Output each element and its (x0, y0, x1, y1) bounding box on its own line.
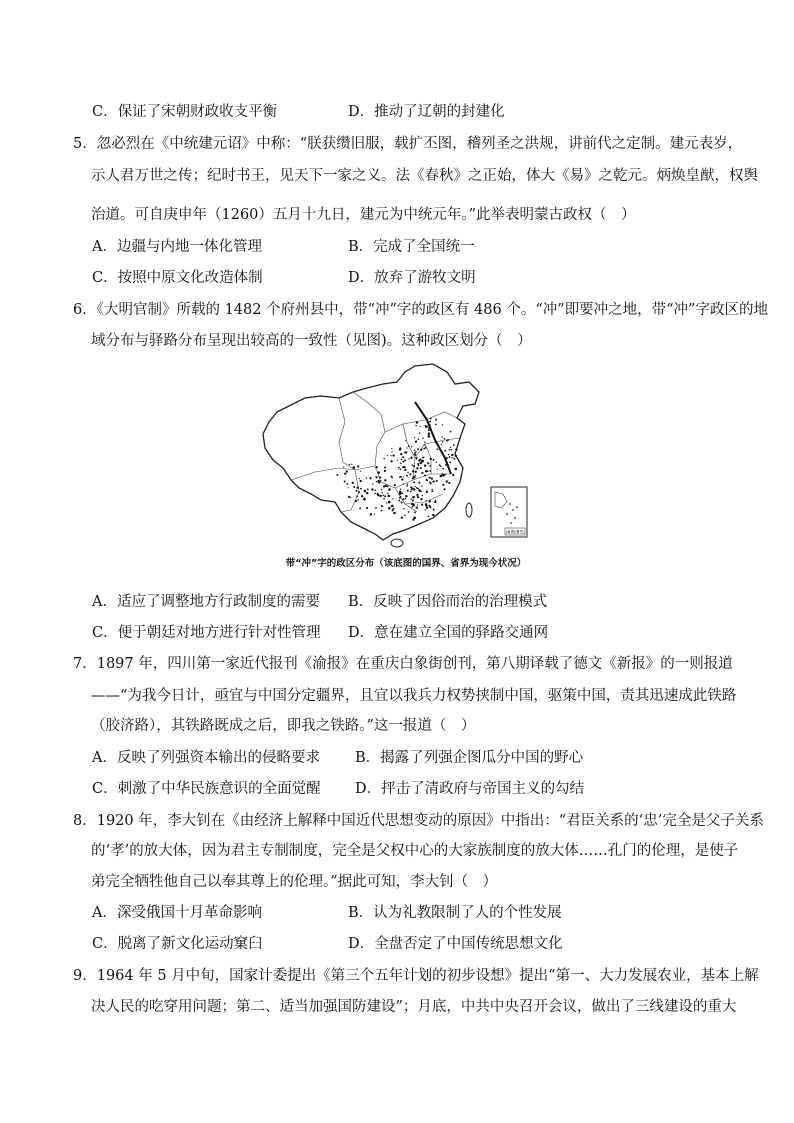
district-dot (353, 486, 355, 488)
district-dot (415, 475, 416, 476)
district-dot (421, 486, 422, 487)
q8-option-b: B．认为礼教限制了人的个性发展 (348, 905, 562, 921)
district-dot (366, 492, 368, 494)
district-dot (408, 445, 410, 447)
q5-option-d: D．放弃了游牧文明 (348, 270, 476, 286)
q6-stem-line2: 域分布与驿路分布呈现出较高的一致性（见图)。这种政区划分（ ） (91, 333, 532, 349)
district-dot (392, 498, 393, 499)
hainan-island (391, 539, 403, 547)
district-dot (436, 461, 437, 462)
district-dot (432, 514, 434, 516)
district-dot (433, 508, 434, 509)
district-dot (453, 444, 455, 446)
district-dot (372, 483, 373, 484)
district-dot (401, 516, 403, 518)
district-dot (429, 465, 431, 467)
district-dot (453, 458, 455, 460)
district-dot (420, 467, 422, 469)
district-dot (398, 467, 400, 469)
q4-option-c: C．保证了宋朝财政收支平衡 (92, 104, 278, 120)
district-dot (430, 418, 432, 420)
q6-option-c: C．便于朝廷对地方进行针对性管理 (92, 625, 321, 641)
district-dot (391, 448, 392, 449)
district-dot (449, 456, 451, 458)
district-dot (364, 491, 365, 492)
district-dot (413, 476, 416, 479)
district-dot (402, 461, 404, 463)
district-dot (429, 477, 431, 479)
district-dot (413, 481, 415, 483)
district-dot (394, 484, 396, 486)
district-dot (431, 489, 432, 490)
district-dot (417, 448, 419, 450)
district-dot (428, 433, 431, 436)
district-dot (384, 470, 386, 472)
district-dot (423, 448, 425, 450)
district-dot (440, 466, 441, 467)
district-dot (450, 449, 452, 451)
district-dot (414, 437, 415, 438)
district-dot (449, 449, 450, 450)
q7-stem-line1: 7．1897 年，四川第一家近代报刊《渝报》在重庆白象街创刊，第八期译载了德文《新报》的一则报道 (73, 656, 733, 672)
district-dot (391, 451, 392, 452)
district-dot (381, 505, 383, 507)
taiwan-island (466, 503, 472, 517)
district-dot (412, 500, 414, 502)
district-dot (364, 497, 365, 498)
q7-stem-line3: （胶济路），其铁路既成之后，即我之铁路。”这一报道（ ） (91, 718, 476, 734)
district-dot (446, 480, 448, 482)
district-dot (392, 454, 394, 456)
district-dot (439, 464, 441, 466)
district-dot (419, 433, 420, 434)
district-dot (392, 477, 393, 478)
district-dot (381, 489, 382, 490)
q8-option-a: A．深受俄国十月革命影响 (92, 905, 262, 921)
district-dot (386, 485, 388, 487)
district-dot (405, 498, 406, 499)
district-dot (401, 458, 403, 460)
district-dot (452, 454, 453, 455)
q8-option-d: D．全盘否定了中国传统思想文化 (348, 936, 563, 952)
q5-stem-line1: 5．忽必烈在《中统建元诏》中称：“朕获缵旧服，载扩丕图，稽列圣之洪规，讲前代之定制。建元表岁， (73, 136, 743, 152)
district-dot (442, 441, 444, 443)
district-dot (387, 455, 388, 456)
q6-option-b: B．反映了因俗而治的治理模式 (348, 594, 548, 610)
district-dot (387, 493, 388, 494)
district-dot (425, 425, 428, 428)
district-dot (380, 480, 382, 482)
district-dot (453, 475, 455, 477)
district-dot (336, 474, 338, 476)
district-dot (355, 500, 357, 502)
district-dot (420, 491, 421, 492)
district-dot (406, 447, 407, 448)
district-dot (436, 449, 438, 451)
district-dot (436, 480, 438, 482)
district-dot (441, 444, 442, 445)
district-dot (401, 492, 403, 494)
china-map (255, 362, 555, 552)
district-dot (416, 421, 418, 423)
district-dot (433, 510, 435, 512)
district-dot (399, 497, 401, 499)
district-dot (426, 500, 427, 501)
district-dot (435, 424, 437, 426)
district-dot (402, 498, 404, 500)
district-dot (424, 474, 426, 476)
district-dot (404, 514, 406, 516)
district-dot (429, 500, 431, 502)
district-dot (403, 476, 404, 477)
district-dot (400, 489, 401, 490)
district-dot (406, 475, 408, 477)
q7-option-d: D．抨击了清政府与帝国主义的勾结 (355, 781, 585, 797)
district-dot (447, 439, 449, 441)
district-dot (455, 448, 457, 450)
district-dot (390, 455, 391, 456)
district-dot (374, 489, 376, 491)
district-dot (404, 459, 406, 461)
district-dot (405, 451, 407, 453)
district-dot (429, 421, 431, 423)
district-dot (400, 462, 402, 464)
district-dot (397, 460, 398, 461)
district-dot (448, 454, 450, 456)
district-dot (377, 494, 379, 496)
district-dot (416, 441, 417, 442)
q5-stem-line2: 示人君万世之传；纪时书王，见天下一家之义。法《春秋》之正始，体大《易》之乾元。炳焕皇猷，权舆 (91, 168, 758, 184)
district-dot (390, 460, 392, 462)
district-dot (442, 468, 444, 470)
district-dot (360, 480, 362, 482)
district-dot (440, 475, 443, 478)
district-dot (442, 436, 443, 437)
district-dot (407, 490, 409, 492)
q8-option-c: C．脱离了新文化运动窠臼 (92, 936, 263, 952)
district-dot (405, 495, 407, 497)
district-dot (371, 488, 373, 490)
district-dot (455, 468, 458, 471)
district-dot (419, 462, 421, 464)
district-dot (388, 488, 391, 491)
district-dot (417, 504, 418, 505)
district-dot (449, 462, 451, 464)
district-dot (416, 459, 417, 460)
district-dot (383, 485, 385, 487)
district-dot (366, 477, 367, 478)
district-dot (359, 478, 360, 479)
district-dot (418, 460, 420, 462)
district-dot (356, 490, 358, 492)
q5-option-a: A．边疆与内地一体化管理 (92, 239, 262, 255)
district-dot (393, 512, 395, 514)
district-dot (417, 494, 419, 496)
district-dot (414, 471, 416, 473)
district-dot (420, 426, 421, 427)
district-dot (414, 454, 416, 456)
q7-stem-line2: ——“为我今日计，亟宜与中国分定疆界，且宜以我兵力权势挟制中国，驱策中国，责其迅速成此铁路 (91, 688, 737, 704)
district-dot (444, 474, 446, 476)
district-dot (400, 453, 402, 455)
district-dot (381, 510, 383, 512)
district-dot (421, 504, 423, 506)
district-dot (370, 513, 372, 515)
district-dot (412, 496, 415, 499)
district-dot (432, 490, 434, 492)
district-dot (408, 511, 410, 513)
district-dot (408, 458, 409, 459)
district-dot (357, 465, 359, 467)
district-dot (442, 484, 444, 486)
district-dot (402, 456, 404, 458)
district-dot (351, 464, 352, 465)
district-dot (348, 496, 350, 498)
district-dot (367, 488, 369, 490)
district-dot (415, 425, 417, 427)
district-dot (398, 500, 400, 502)
district-dot (414, 511, 416, 513)
district-dot (416, 467, 418, 469)
district-dot (437, 469, 438, 470)
district-dot (376, 466, 378, 468)
district-dot (381, 492, 382, 493)
district-dot (413, 504, 415, 506)
district-dot (353, 466, 356, 469)
district-dot (412, 518, 414, 520)
q8-stem-line1: 8．1920 年，李大钊在《由经济上解释中国近代思想变动的原因》中指出：“君臣关系的‘忠’完全是父子关系 (73, 813, 764, 829)
q8-stem-line3: 弟完全牺牲他自己以奉其尊上的伦理。”据此可知，李大钊（ ） (91, 874, 498, 890)
district-dot (413, 465, 415, 467)
district-dot (411, 446, 412, 447)
district-dot (401, 478, 403, 480)
district-dot (428, 505, 430, 507)
district-dot (356, 496, 358, 498)
district-dot (426, 479, 428, 481)
district-dot (383, 495, 384, 496)
district-dot (425, 447, 427, 449)
q9-stem-line1: 9．1964 年 5 月中旬，国家计委提出《第三个五年计划的初步设想》提出“第一、大力发展农业，基本上解 (73, 968, 759, 984)
district-dot (400, 476, 402, 478)
district-dot (424, 464, 426, 466)
district-dot (346, 470, 348, 472)
district-dot (352, 482, 354, 484)
district-dot (411, 488, 413, 490)
district-dot (388, 501, 391, 504)
china-map-figure (255, 362, 555, 552)
district-dot (422, 495, 424, 497)
district-dot (427, 515, 429, 517)
district-dot (358, 491, 360, 493)
district-dot (412, 464, 414, 466)
district-dot (407, 472, 409, 474)
district-dot (444, 450, 446, 452)
district-dot (374, 514, 375, 515)
q4-option-d: D．推动了辽朝的封建化 (348, 104, 505, 120)
q7-option-c: C．刺激了中华民族意识的全面觉醒 (92, 781, 321, 797)
district-dot (448, 482, 450, 484)
district-dot (360, 470, 361, 471)
district-dot (386, 502, 387, 503)
district-dot (410, 457, 412, 459)
q7-option-a: A．反映了列强资本输出的侵略要求 (92, 750, 320, 766)
district-dot (443, 488, 445, 490)
q6-stem-line1: 6．《大明官制》所载的 1482 个府州县中，带“冲”字的政区有 486 个。“冲”即要冲之地，带“冲”字政区的地 (73, 302, 768, 318)
inset-label: 南海诸岛 (506, 530, 524, 536)
district-dot (404, 469, 406, 471)
district-dot (430, 458, 432, 460)
district-dot (361, 495, 363, 497)
q8-stem-line2: 的‘孝’的放大体，因为君主专制制度，完全是父权中心的大家族制度的放大体……孔门的伦理，是使子 (91, 843, 739, 859)
district-dot (427, 462, 428, 463)
map-caption: 带“冲”字的政区分布（该底图的国界、省界为现今状况） (285, 558, 527, 569)
district-dot (405, 440, 406, 441)
district-dot (418, 438, 420, 440)
district-dot (429, 470, 431, 472)
district-dot (432, 481, 433, 482)
district-dot (388, 507, 391, 510)
district-dot (412, 470, 414, 472)
district-dot (425, 503, 427, 505)
district-dot (346, 483, 348, 485)
district-dot (379, 476, 381, 478)
district-dot (451, 457, 452, 458)
district-dot (388, 495, 391, 498)
district-dot (450, 447, 451, 448)
district-dot (414, 486, 415, 487)
district-dot (343, 466, 344, 467)
district-dot (444, 438, 446, 440)
district-dot (391, 506, 392, 507)
district-dot (426, 491, 428, 493)
district-dot (399, 468, 401, 470)
district-dot (403, 508, 405, 510)
district-dot (392, 509, 394, 511)
q6-option-d: D．意在建立全国的驿路交通网 (348, 625, 549, 641)
district-dot (418, 482, 420, 484)
district-dot (409, 473, 411, 475)
district-dot (403, 466, 404, 467)
district-dot (369, 477, 371, 479)
district-dot (422, 438, 423, 439)
district-dot (410, 498, 412, 500)
q6-option-a: A．适应了调整地方行政制度的需要 (92, 594, 320, 610)
district-dot (348, 487, 349, 488)
district-dot (356, 486, 358, 488)
district-dot (428, 435, 431, 438)
district-dot (360, 488, 362, 490)
district-dot (420, 449, 422, 451)
district-dot (380, 495, 382, 497)
q5-stem-line3: 治道。可自庚申年（1260）五月十九日，建元为中统元年。”此举表明蒙古政权（ ） (91, 207, 636, 223)
district-dot (423, 444, 425, 446)
district-dot (401, 501, 403, 503)
district-dot (410, 491, 412, 493)
q5-option-c: C．按照中原文化改造体制 (92, 270, 263, 286)
district-dot (434, 501, 436, 503)
district-dot (366, 507, 368, 509)
district-dot (344, 480, 346, 482)
district-dot (384, 466, 386, 468)
district-dot (415, 451, 417, 453)
district-dot (429, 481, 431, 483)
district-dot (357, 499, 359, 501)
district-dot (417, 463, 419, 465)
district-dot (383, 458, 384, 459)
district-dot (375, 476, 377, 478)
district-dot (442, 424, 443, 425)
district-dot (407, 483, 408, 484)
district-dot (406, 485, 408, 487)
district-dot (455, 455, 457, 457)
district-dot (422, 460, 425, 463)
district-dot (417, 507, 418, 508)
district-dot (399, 447, 401, 449)
district-dot (424, 442, 425, 443)
district-dot (384, 479, 386, 481)
district-dot (350, 497, 351, 498)
q5-option-b: B．完成了全国统一 (348, 239, 475, 255)
district-dot (424, 509, 425, 510)
district-dot (421, 472, 423, 474)
district-dot (422, 457, 424, 459)
district-dot (450, 431, 452, 433)
district-dot (435, 419, 437, 421)
district-dot (399, 492, 402, 495)
district-dot (420, 498, 422, 500)
district-dot (417, 488, 418, 489)
q7-option-b: B．揭露了列强企图瓜分中国的野心 (355, 750, 584, 766)
district-dot (431, 477, 433, 479)
district-dot (376, 481, 378, 483)
district-dot (384, 495, 386, 497)
district-dot (349, 464, 351, 466)
district-dot (359, 508, 361, 510)
district-dot (344, 472, 346, 474)
district-dot (426, 507, 428, 509)
district-dot (377, 480, 379, 482)
district-dot (377, 471, 380, 474)
district-dot (427, 471, 429, 473)
district-dot (403, 483, 404, 484)
district-dot (412, 506, 414, 508)
district-dot (374, 493, 376, 495)
district-dot (435, 500, 436, 501)
district-dot (414, 450, 415, 451)
district-dot (433, 459, 435, 461)
q9-stem-line2: 决人民的吃穿用问题；第二、适当加强国防建设”；月底，中共中央召开会议，做出了三线建设的重大 (91, 999, 737, 1015)
district-dot (383, 498, 385, 500)
district-dot (375, 507, 377, 509)
